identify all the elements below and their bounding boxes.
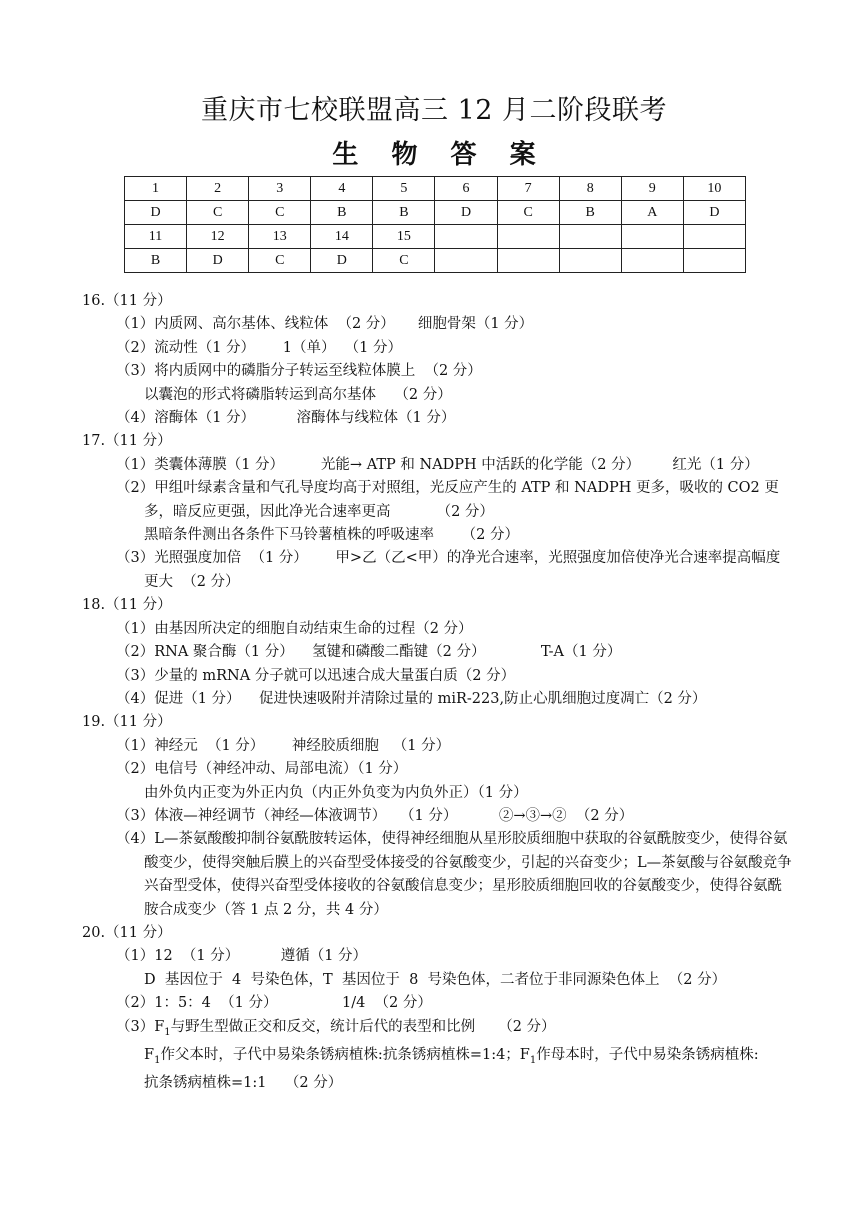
answer-line: （3）光照强度加倍 （1 分） 甲>乙（乙<甲）的净光合速率，光照强度加倍使净光合速率提高幅度更大 （2 分） — [116, 550, 781, 590]
answer-line: （3）体液—神经调节（神经—体液调节） （1 分） ②→③→② （2 分） — [116, 807, 634, 824]
question-19 — [82, 711, 792, 922]
answer-line: （4）促进（1 分） 促进快速吸附并清除过量的 miR-223,防止心肌细胞过度凋亡（2 分） — [116, 690, 707, 707]
answer-line: （2）RNA 聚合酶（1 分） 氢键和磷酸二酯键（2 分） T-A（1 分） — [116, 644, 622, 661]
answer-line — [82, 1044, 792, 1072]
answer-cell — [683, 225, 745, 249]
question-heading: 16.（11 分） — [82, 293, 172, 309]
answer-line: （3）少量的 mRNA 分子就可以迅速合成大量蛋白质（2 分） — [116, 667, 516, 684]
answer-cell: 10 — [683, 177, 745, 201]
answer-line: （1）类囊体薄膜（1 分） 光能→ ATP 和 NADPH 中活跃的化学能（2 分） 红光（1 分） — [116, 456, 759, 473]
answer-cell: 15 — [373, 225, 435, 249]
answer-line: （4）L—茶氨酸酸抑制谷氨酰胺转运体，使得神经细胞从星形胶质细胞中获取的谷氨酰胺变少，使得谷氨酸变少，使得突触后膜上的兴奋型受体接受的谷氨酸变少，引起的兴奋变少；L—茶氨酸与谷氨酸竞争兴奋型受体，使得兴奋型受体接收的谷氨酸信息变少；星形胶质细胞回收的谷氨酸变少，使得谷氨酰胺合成变少（答 1 点 2 分，共 4 分） — [116, 831, 792, 918]
answer-cell: B — [559, 201, 621, 225]
answer-cell — [497, 225, 559, 249]
answer-cell: C — [373, 249, 435, 273]
page-subtitle: 生 物 答 案 — [332, 140, 548, 170]
text-run: 与野生型做正交和反交，统计后代的表型和比例 （2 分） — [170, 1018, 556, 1035]
answer-cell: 8 — [559, 177, 621, 201]
question-17 — [82, 430, 792, 594]
answer-line: （3）将内质网中的磷脂分子转运至线粒体膜上 （2 分） — [116, 363, 482, 380]
question-heading: 17.（11 分） — [82, 433, 172, 450]
answer-line: （1）神经元 （1 分） 神经胶质细胞 （1 分） — [116, 737, 451, 754]
answer-cell: C — [249, 201, 311, 225]
answer-table-row — [125, 225, 746, 249]
answer-cell: 1 — [125, 177, 187, 201]
answer-cell: D — [187, 249, 249, 273]
answer-cell — [435, 249, 497, 273]
answer-line: （1）内质网、高尔基体、线粒体 （2 分） 细胞骨架（1 分） — [116, 316, 534, 333]
answer-cell: 4 — [311, 177, 373, 201]
answer-line: 以囊泡的形式将磷脂转运到高尔基体 （2 分） — [144, 386, 452, 403]
answer-table-row — [125, 201, 746, 225]
answer-cell — [621, 225, 683, 249]
text-run: （3）F — [116, 1018, 165, 1035]
answer-line — [82, 1016, 792, 1044]
answer-cell: D — [125, 201, 187, 225]
question-heading: 20.（11 分） — [82, 924, 172, 941]
answer-table-row — [125, 177, 746, 201]
answer-cell: A — [621, 201, 683, 225]
answer-line: （2）流动性（1 分） 1（单） （1 分） — [116, 339, 402, 356]
subscript: 1 — [154, 1054, 161, 1066]
answer-line: D 基因位于 4 号染色体，T 基因位于 8 号染色体，二者位于非同源染色体上 （2 分） — [144, 971, 727, 988]
page-title: 重庆市七校联盟高三 12 月二阶段联考 — [200, 95, 668, 126]
answer-cell — [559, 225, 621, 249]
answer-cell: C — [187, 201, 249, 225]
answer-line: （4）溶酶体（1 分） 溶酶体与线粒体（1 分） — [116, 410, 456, 427]
answer-cell: D — [683, 201, 745, 225]
answer-cell: 9 — [621, 177, 683, 201]
answer-cell: 6 — [435, 177, 497, 201]
subscript: 1 — [529, 1054, 537, 1066]
answer-line: （2）电信号（神经冲动、局部电流）（1 分） — [116, 761, 408, 778]
answer-line: （2）甲组叶绿素含量和气孔导度均高于对照组，光反应产生的 ATP 和 NADPH 更多，吸收的 CO2 更多，暗反应更强，因此净光合速率更高 （2 分） — [116, 480, 779, 520]
answer-cell: B — [311, 201, 373, 225]
answer-cell — [497, 249, 559, 273]
question-20 — [82, 922, 792, 1096]
answer-content — [82, 290, 792, 1096]
text-run: 作母本时，子代中易染条锈病植株: — [536, 1046, 759, 1063]
answer-cell — [621, 249, 683, 273]
answer-line: 由外负内正变为外正内负（内正外负变为内负外正）（1 分） — [144, 784, 528, 801]
subscript: 1 — [164, 1026, 171, 1038]
answer-cell: B — [125, 249, 187, 273]
answer-line: （1）12 （1 分） 遵循（1 分） — [116, 948, 368, 965]
answer-cell: 11 — [125, 225, 187, 249]
answer-table-row — [125, 249, 746, 273]
answer-cell: 13 — [249, 225, 311, 249]
answer-line: 黑暗条件测出各条件下马铃薯植株的呼吸速率 （2 分） — [144, 527, 519, 544]
answer-cell — [683, 249, 745, 273]
text-run: F — [144, 1046, 155, 1063]
answer-cell: D — [311, 249, 373, 273]
question-heading: 18.（11 分） — [82, 597, 172, 614]
question-18 — [82, 594, 792, 711]
answer-line: 抗条锈病植株=1:1 （2 分） — [144, 1075, 343, 1092]
answer-cell: 7 — [497, 177, 559, 201]
answer-cell: 5 — [373, 177, 435, 201]
answer-table — [124, 176, 746, 273]
question-heading: 19.（11 分） — [82, 714, 172, 731]
answer-cell: 2 — [187, 177, 249, 201]
answer-cell: 12 — [187, 225, 249, 249]
question-16 — [82, 290, 792, 430]
answer-line: （1）由基因所决定的细胞自动结束生命的过程（2 分） — [116, 620, 473, 637]
answer-cell: 3 — [249, 177, 311, 201]
answer-cell — [435, 225, 497, 249]
answer-cell: 14 — [311, 225, 373, 249]
answer-cell: C — [497, 201, 559, 225]
answer-cell — [559, 249, 621, 273]
answer-line: （2）1：5：4 （1 分） 1/4 （2 分） — [116, 995, 432, 1012]
answer-cell: D — [435, 201, 497, 225]
answer-cell: C — [249, 249, 311, 273]
text-run: 作父本时，子代中易染条锈病植株:抗条锈病植株=1:4；F — [160, 1046, 530, 1063]
answer-cell: B — [373, 201, 435, 225]
